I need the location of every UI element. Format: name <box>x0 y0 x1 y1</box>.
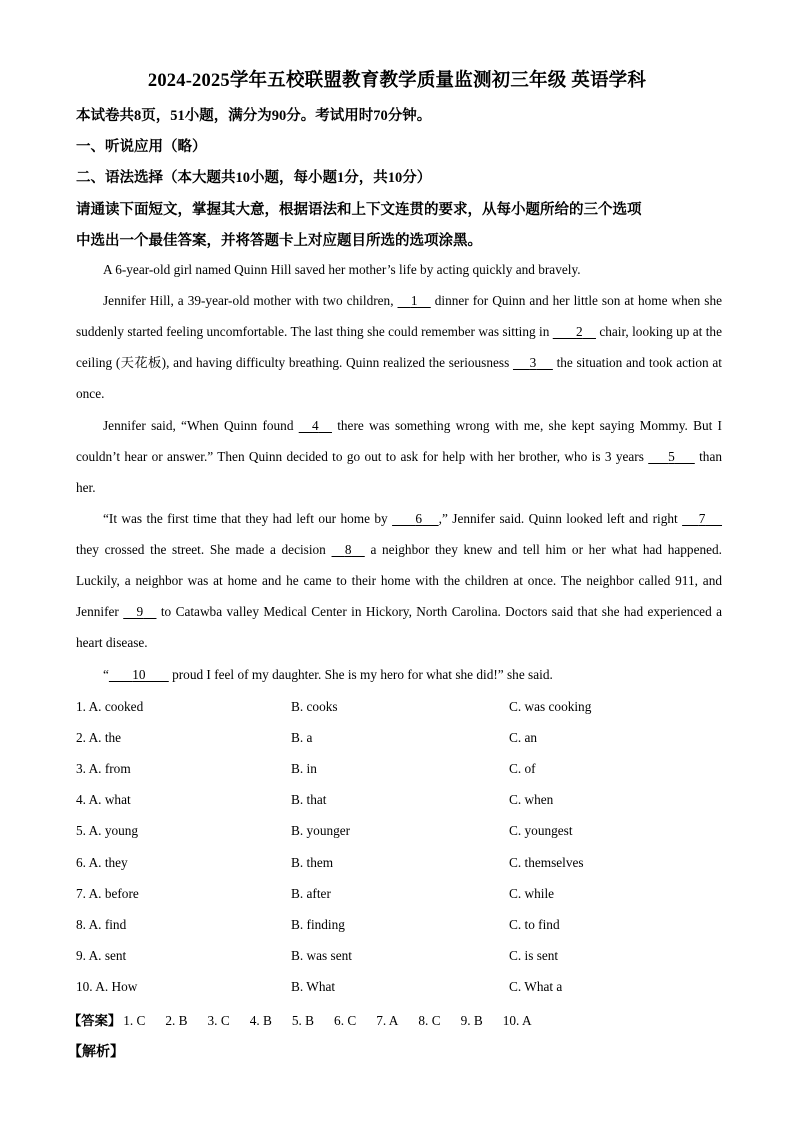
option-b[interactable]: B. was sent <box>291 948 352 963</box>
passage-text: chair, looking up at the ceiling (天花板), and having difficulty breathing. Quinn realized the seriousness <box>76 324 722 371</box>
blank-7[interactable]: 7 <box>698 511 706 526</box>
blank-9[interactable]: 9 <box>136 604 144 620</box>
answer-item: 10. A <box>502 1013 532 1028</box>
option-a[interactable]: 9. A. sent <box>76 948 127 963</box>
passage-text: A 6-year-old girl named Quinn Hill saved her mother’s life by acting quickly and bravely. <box>103 262 581 277</box>
passage-text: ,” Jennifer said. Quinn looked left and right <box>438 511 683 526</box>
instruction-line-1: 请通读下面短文，掌握其大意，根据语法和上下文连贯的要求，从每小题所给的三个选项 <box>76 202 642 218</box>
option-b[interactable]: B. cooks <box>291 699 338 714</box>
option-c[interactable]: C. while <box>509 886 555 901</box>
option-c[interactable]: C. of <box>509 761 536 776</box>
option-row-7 <box>76 886 736 906</box>
option-row-8 <box>76 917 736 937</box>
option-c[interactable]: C. What a <box>509 979 563 994</box>
option-b[interactable]: B. after <box>291 886 331 901</box>
option-a[interactable]: 6. A. they <box>76 855 128 870</box>
option-b[interactable]: B. that <box>291 792 327 807</box>
option-c[interactable]: C. was cooking <box>509 699 592 714</box>
exam-intro: 本试卷共8页，51小题，满分为90分。考试用时70分钟。 <box>76 108 432 124</box>
passage-text: than her. <box>76 449 723 496</box>
option-a[interactable]: 1. A. cooked <box>76 699 144 714</box>
answer-item: 8. C <box>418 1013 441 1028</box>
blank-10[interactable]: 10 <box>132 667 146 682</box>
option-c[interactable]: C. to find <box>509 917 560 932</box>
passage-text: dinner for Quinn and her little son at home when she suddenly started feeling uncomfortable. The last thing she could remember was sitting in <box>76 293 722 340</box>
blank-4[interactable]: 4 <box>312 418 319 433</box>
option-b[interactable]: B. them <box>291 855 334 870</box>
option-b[interactable]: B. younger <box>291 823 351 838</box>
option-a[interactable]: 7. A. before <box>76 886 139 901</box>
passage-text: “ <box>103 667 109 682</box>
passage-paragraph-2 <box>76 285 722 409</box>
answer-item: 7. A <box>376 1013 399 1028</box>
option-row-3 <box>76 761 736 781</box>
option-c[interactable]: C. when <box>509 792 554 807</box>
answer-key <box>68 1010 552 1029</box>
answer-item: 3. C <box>207 1013 230 1028</box>
passage-text: “It was the first time that they had left our home by <box>103 511 393 526</box>
page-title: 2024-2025学年五校联盟教育教学质量监测初三年级 英语学科 <box>147 71 647 91</box>
passage-paragraph-5 <box>76 659 722 690</box>
blank-2[interactable]: 2 <box>576 324 583 340</box>
option-a[interactable]: 3. A. from <box>76 761 131 776</box>
blank-8[interactable]: 8 <box>344 542 352 558</box>
option-row-5 <box>76 823 736 843</box>
option-row-1 <box>76 699 736 719</box>
blank-3[interactable]: 3 <box>529 355 537 371</box>
option-row-6 <box>76 855 736 875</box>
passage-text: Jennifer Hill, a 39-year-old mother with two children, <box>103 293 398 308</box>
section-listening: 一、听说应用（略） <box>76 139 207 155</box>
passage-text: a neighbor they knew and tell him or her what had happened. Luckily, a neighbor was at home and he came to their home with the children at once. The neighbor called 911, and Jennifer <box>76 542 722 620</box>
passage-paragraph-4 <box>76 503 722 658</box>
option-row-2 <box>76 730 736 750</box>
section-grammar: 二、语法选择（本大题共10小题，每小题1分，共10分） <box>76 170 432 186</box>
answer-item: 4. B <box>249 1013 272 1028</box>
option-row-10 <box>76 979 736 999</box>
passage-text: proud I feel of my daughter. She is my hero for what she did!” she said. <box>168 667 553 682</box>
option-a[interactable]: 10. A. How <box>76 979 138 994</box>
blank-1[interactable]: 1 <box>410 293 418 308</box>
option-b[interactable]: B. a <box>291 730 313 745</box>
answer-item: 5. B <box>291 1013 315 1028</box>
passage-paragraph-3 <box>76 410 722 503</box>
answer-item: 1. C <box>123 1013 146 1028</box>
option-b[interactable]: B. What <box>291 979 336 994</box>
passage-text: they crossed the street. She made a decision <box>76 542 332 558</box>
option-row-4 <box>76 792 736 812</box>
option-c[interactable]: C. is sent <box>509 948 559 963</box>
answer-item: 6. C <box>334 1013 357 1028</box>
answer-item: 9. B <box>460 1013 483 1028</box>
option-c[interactable]: C. an <box>509 730 538 745</box>
option-a[interactable]: 5. A. young <box>76 823 139 838</box>
option-row-9 <box>76 948 736 968</box>
option-b[interactable]: B. in <box>291 761 317 776</box>
passage-text: there was something wrong with me, she kept saying Mommy. But I couldn’t hear or answer.” Then Quinn decided to go out to ask for help with her brother, who is 3 years <box>76 418 722 465</box>
blank-6[interactable]: 6 <box>415 511 423 526</box>
option-a[interactable]: 4. A. what <box>76 792 131 807</box>
option-a[interactable]: 8. A. find <box>76 917 127 932</box>
answer-item: 2. B <box>165 1013 188 1028</box>
instruction-line-2: 中选出一个最佳答案，并将答题卡上对应题目所选的选项涂黑。 <box>76 233 482 249</box>
passage-paragraph-1 <box>76 254 722 285</box>
answer-label: 【答案】 <box>68 1013 122 1028</box>
option-a[interactable]: 2. A. the <box>76 730 122 745</box>
option-c[interactable]: C. themselves <box>509 855 584 870</box>
analysis-label: 【解析】 <box>68 1045 124 1060</box>
blank-5[interactable]: 5 <box>668 449 675 465</box>
option-b[interactable]: B. finding <box>291 917 345 932</box>
passage-text: Jennifer said, “When Quinn found <box>103 418 299 433</box>
passage-text: the situation and took action at once. <box>76 355 722 402</box>
option-c[interactable]: C. youngest <box>509 823 573 838</box>
passage-text: to Catawba valley Medical Center in Hickory, North Carolina. Doctors said that she had experienced a heart disease. <box>76 604 723 651</box>
